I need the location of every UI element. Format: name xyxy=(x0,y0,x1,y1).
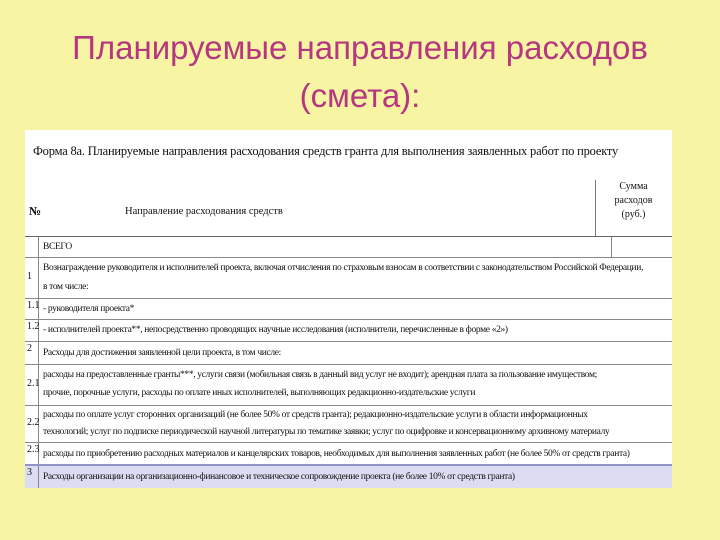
expense-table xyxy=(25,236,672,488)
table-row xyxy=(25,365,672,406)
row-text: расходы по приобретению расходных материалов и канцелярских товаров, необходимых для выполнения заявленных работ (не более 50% от средств гранта) xyxy=(43,449,630,459)
table-row xyxy=(25,258,672,299)
row-text: - исполнителей проекта**, непосредственно проводящих научные исследования (исполнители, перечисленные в форме «2») xyxy=(43,325,508,335)
table-row xyxy=(25,342,672,365)
column-header-direction: Направление расходования средств xyxy=(125,206,283,217)
column-header-sum-line-1: Сумма xyxy=(619,181,648,192)
table-row-highlighted xyxy=(25,466,672,488)
row-number: 2.2 xyxy=(25,406,39,442)
row-text: Расходы для достижения заявленной цели проекта, в том числе: xyxy=(43,348,281,358)
row-number: 2.1 xyxy=(25,365,39,405)
slide-title-line-1: Планируемые направления расходов xyxy=(72,29,648,66)
row-number: 3 xyxy=(25,466,39,488)
form-title: Форма 8а. Планируемые направления расходования средств гранта для выполнения заявленных работ по проекту xyxy=(33,144,619,158)
row-number: 1 xyxy=(25,258,39,298)
table-row xyxy=(25,299,672,320)
row-text-continued: прочие, порочные услуги, расходы по оплате иных исполнителей, выполняющих редакционно-издательские услуги xyxy=(43,388,476,398)
table-row xyxy=(25,443,672,466)
column-header-sum-line-2: расходов xyxy=(614,195,653,206)
row-number: 2 xyxy=(25,342,39,364)
table-row xyxy=(25,320,672,342)
row-text: Вознаграждение руководителя и исполнителей проекта, включая отчисления по страховым взносам в соответствии с законодательством Российской Федерации, xyxy=(43,263,643,273)
row-text-continued: технологий; услуг по подписке периодической научной литературы по тематике заявки; услуг по оцифровке и консервационному архивному материалу xyxy=(43,427,610,437)
row-text: Расходы организации на организационно-финансовое и техническое сопровождение проекта (не более 10% от средств гранта) xyxy=(43,472,515,482)
budget-form-image xyxy=(25,130,672,488)
slide-title-line-2: (смета): xyxy=(299,77,421,114)
row-text-continued: в том числе: xyxy=(43,282,89,292)
row-number xyxy=(25,237,39,257)
row-sum-cell xyxy=(611,237,672,257)
table-row-total xyxy=(25,237,672,258)
row-number: 2.3 xyxy=(25,443,39,465)
table-row xyxy=(25,406,672,443)
column-header-sum-line-3: (руб.) xyxy=(621,209,646,220)
row-text: расходы на предоставленные гранты***, услуги связи (мобильная связь в данный вид услуг не входит); арендная плата за пользование имуществом; xyxy=(43,370,597,380)
row-number: 1.2 xyxy=(25,320,39,341)
column-header-sum xyxy=(595,180,671,236)
row-number: 1.1 xyxy=(25,299,39,319)
row-text: расходы по оплате услуг сторонних организаций (не более 50% от средств гранта); редакционно-издательские услуги в области информационных xyxy=(43,410,588,420)
row-text: ВСЕГО xyxy=(43,242,72,252)
column-header-number: № xyxy=(29,204,42,218)
slide-title xyxy=(0,24,720,120)
row-text: - руководителя проекта* xyxy=(43,304,135,314)
